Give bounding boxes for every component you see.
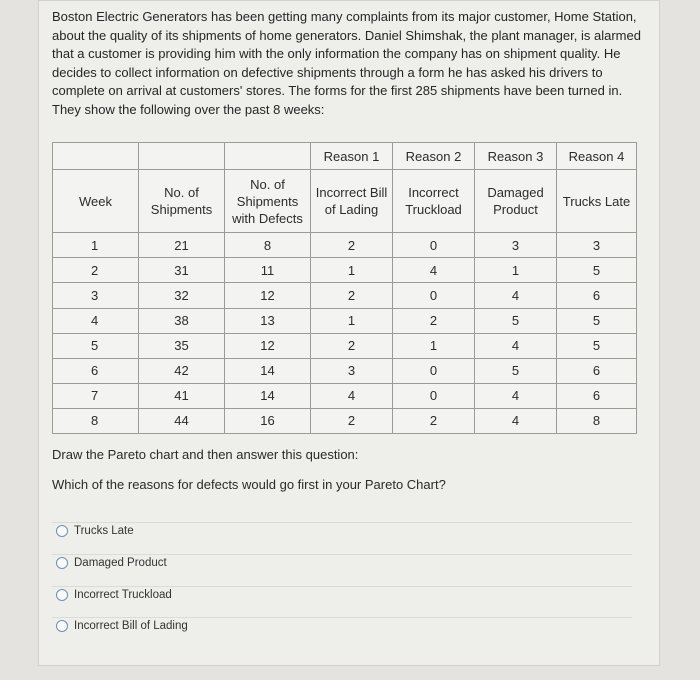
table-cell: 5 <box>53 333 139 358</box>
table-cell: 2 <box>53 258 139 283</box>
option-label: Incorrect Bill of Lading <box>74 620 188 632</box>
table-cell: 3 <box>557 233 637 258</box>
defects-header: No. of Shipments with Defects <box>225 170 311 233</box>
table-cell: 6 <box>557 283 637 308</box>
option-label: Damaged Product <box>74 557 167 569</box>
incorrect-bill-header: Incorrect Bill of Lading <box>311 170 393 233</box>
divider <box>52 554 632 555</box>
trucks-late-header: Trucks Late <box>557 170 637 233</box>
column-header-row <box>53 170 637 233</box>
table-cell: 8 <box>225 233 311 258</box>
week-header: Week <box>53 170 139 233</box>
radio-button[interactable] <box>56 620 68 632</box>
table-row <box>53 233 637 258</box>
table-cell: 7 <box>53 383 139 408</box>
table-cell: 5 <box>557 258 637 283</box>
option-trucks-late[interactable] <box>56 525 134 537</box>
table-cell: 12 <box>225 333 311 358</box>
table-cell: 31 <box>139 258 225 283</box>
table-cell: 2 <box>311 408 393 433</box>
option-damaged-product[interactable] <box>56 557 167 569</box>
table-cell: 0 <box>393 358 475 383</box>
table-cell: 4 <box>475 283 557 308</box>
table-cell: 6 <box>557 383 637 408</box>
table-cell: 21 <box>139 233 225 258</box>
table-row <box>53 308 637 333</box>
table-cell: 32 <box>139 283 225 308</box>
table-cell: 4 <box>393 258 475 283</box>
radio-button[interactable] <box>56 525 68 537</box>
table-cell: 14 <box>225 358 311 383</box>
table-cell: 1 <box>475 258 557 283</box>
divider <box>52 617 632 618</box>
table-cell: 4 <box>475 383 557 408</box>
table-cell: 3 <box>475 233 557 258</box>
table-cell: 44 <box>139 408 225 433</box>
option-label: Trucks Late <box>74 525 134 537</box>
question-prompt: Which of the reasons for defects would go first in your Pareto Chart? <box>52 477 446 492</box>
problem-statement: Boston Electric Generators has been getting many complaints from its major customer, Home Station, about the quality of its shipments of home generators. Daniel Shimshak, the plant manager, is alarmed that a customer is providing him with the only information the company has on shipment quality. He decides to collect information on defective shipments through a form he has asked his drivers to complete on arrival at customers' stores. The forms for the first 285 shipments have been turned in. They show the following over the past 8 weeks: <box>52 9 641 117</box>
table-cell: 4 <box>311 383 393 408</box>
table-cell: 3 <box>311 358 393 383</box>
incorrect-truckload-header: Incorrect Truckload <box>393 170 475 233</box>
table-cell: 5 <box>557 333 637 358</box>
radio-button[interactable] <box>56 557 68 569</box>
table-cell: 3 <box>53 283 139 308</box>
table-cell: 11 <box>225 258 311 283</box>
table-cell: 2 <box>393 308 475 333</box>
table-cell: 1 <box>311 258 393 283</box>
table-cell: 4 <box>475 408 557 433</box>
table-cell: 0 <box>393 233 475 258</box>
table-cell: 2 <box>311 333 393 358</box>
reason-1-label: Reason 1 <box>311 143 393 170</box>
table-cell: 2 <box>393 408 475 433</box>
table-cell: 4 <box>53 308 139 333</box>
table-cell: 0 <box>393 383 475 408</box>
shipment-data-table <box>52 142 637 434</box>
table-cell: 16 <box>225 408 311 433</box>
divider <box>52 522 632 523</box>
table-row <box>53 383 637 408</box>
question-instruction: Draw the Pareto chart and then answer this question: <box>52 447 359 462</box>
table-cell: 2 <box>311 233 393 258</box>
table-cell: 1 <box>393 333 475 358</box>
table-cell: 5 <box>557 308 637 333</box>
table-row <box>53 283 637 308</box>
radio-button[interactable] <box>56 589 68 601</box>
reason-3-label: Reason 3 <box>475 143 557 170</box>
table-cell: 6 <box>53 358 139 383</box>
table-cell: 4 <box>475 333 557 358</box>
question-text <box>52 440 652 500</box>
table-row <box>53 258 637 283</box>
table-cell: 5 <box>475 358 557 383</box>
option-incorrect-bill-of-lading[interactable] <box>56 620 188 632</box>
table-row <box>53 358 637 383</box>
shipments-header: No. of Shipments <box>139 170 225 233</box>
table-cell: 0 <box>393 283 475 308</box>
damaged-product-header: Damaged Product <box>475 170 557 233</box>
table-cell: 6 <box>557 358 637 383</box>
table-cell: 1 <box>53 233 139 258</box>
table-cell: 14 <box>225 383 311 408</box>
table-cell: 8 <box>557 408 637 433</box>
table-cell: 13 <box>225 308 311 333</box>
table-cell: 35 <box>139 333 225 358</box>
table-cell: 42 <box>139 358 225 383</box>
reason-2-label: Reason 2 <box>393 143 475 170</box>
option-label: Incorrect Truckload <box>74 589 172 601</box>
reason-4-label: Reason 4 <box>557 143 637 170</box>
table-cell: 8 <box>53 408 139 433</box>
option-incorrect-truckload[interactable] <box>56 589 172 601</box>
table-cell: 2 <box>311 283 393 308</box>
table-row <box>53 408 637 433</box>
table-row <box>53 333 637 358</box>
divider <box>52 586 632 587</box>
table-cell: 12 <box>225 283 311 308</box>
table-cell: 5 <box>475 308 557 333</box>
table-cell: 41 <box>139 383 225 408</box>
table-cell: 1 <box>311 308 393 333</box>
reason-header-row <box>53 143 637 170</box>
table-cell: 38 <box>139 308 225 333</box>
